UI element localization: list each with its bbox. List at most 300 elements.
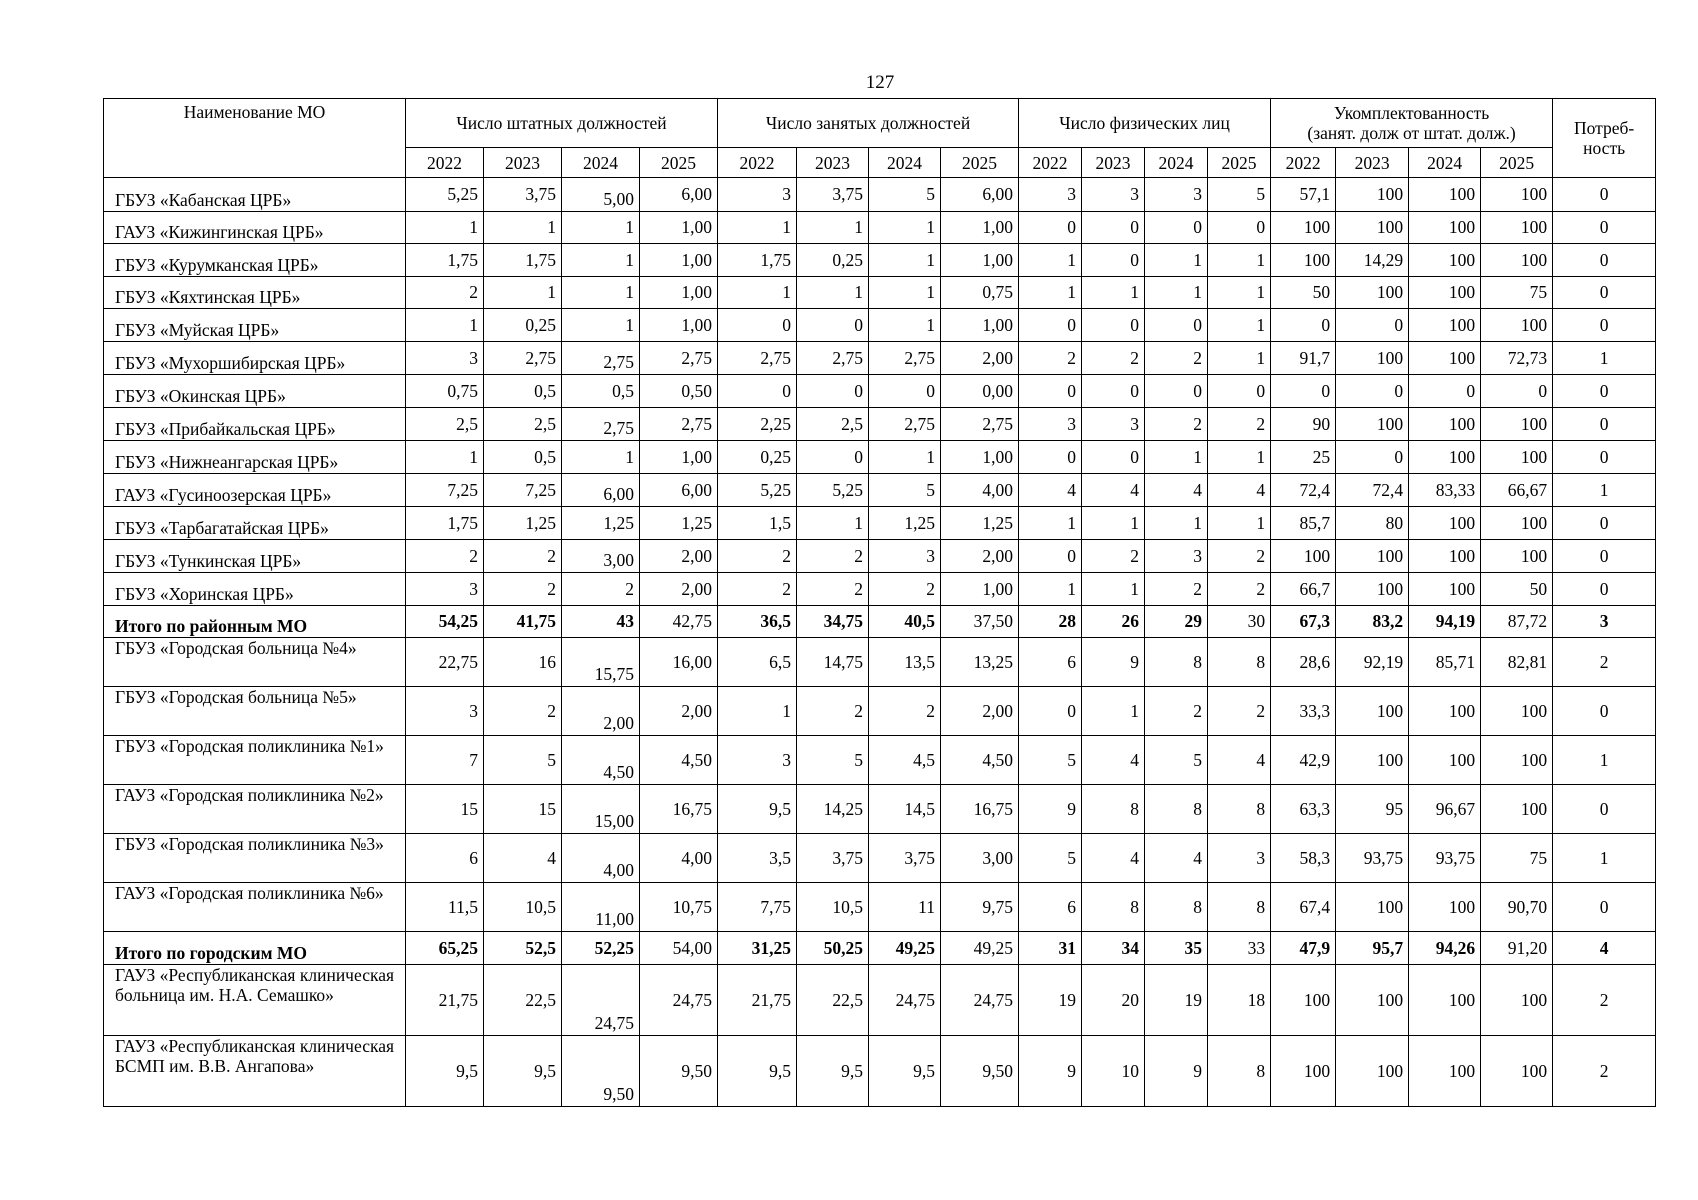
value-cell: 90,70 (1481, 883, 1553, 932)
value-cell: 1 (484, 211, 562, 244)
value-cell: 8 (1208, 1035, 1271, 1106)
value-cell: 14,25 (797, 785, 869, 834)
value-cell: 50 (1271, 276, 1336, 309)
value-cell: 1 (1145, 276, 1208, 309)
value-cell: 58,3 (1271, 834, 1336, 883)
value-cell: 75 (1481, 834, 1553, 883)
name-column-header: Наименование МО (104, 99, 406, 178)
value-cell: 82,81 (1481, 638, 1553, 687)
table-total-row (104, 605, 1656, 638)
value-cell: 93,75 (1409, 834, 1481, 883)
value-cell: 2,75 (869, 341, 941, 375)
value-cell: 2,25 (718, 407, 797, 441)
value-cell: 8 (1208, 785, 1271, 834)
value-cell: 1 (562, 441, 640, 474)
need-cell: 0 (1553, 375, 1656, 408)
value-cell: 1 (869, 441, 941, 474)
value-cell: 16,75 (640, 785, 718, 834)
value-cell: 2,5 (484, 407, 562, 441)
value-cell: 2 (797, 539, 869, 573)
value-cell: 66,7 (1271, 573, 1336, 606)
value-cell: 100 (1409, 211, 1481, 244)
need-cell: 1 (1553, 341, 1656, 375)
value-cell: 49,25 (869, 932, 941, 965)
need-cell: 0 (1553, 539, 1656, 573)
year-header: 2024 (1409, 148, 1481, 178)
value-cell: 2 (797, 687, 869, 736)
value-cell: 0 (1145, 211, 1208, 244)
value-cell: 15,00 (562, 785, 640, 834)
value-cell: 4 (1208, 736, 1271, 785)
value-cell: 75 (1481, 276, 1553, 309)
value-cell: 1,75 (406, 244, 484, 277)
value-cell: 31,25 (718, 932, 797, 965)
value-cell: 4 (1082, 473, 1145, 507)
value-cell: 50,25 (797, 932, 869, 965)
organization-name: ГБУЗ «Курумканская ЦРБ» (104, 244, 406, 277)
value-cell: 2 (869, 573, 941, 606)
value-cell: 0 (1019, 441, 1082, 474)
value-cell: 0 (1019, 687, 1082, 736)
value-cell: 7,25 (484, 473, 562, 507)
value-cell: 21,75 (406, 964, 484, 1035)
value-cell: 3 (406, 341, 484, 375)
value-cell: 41,75 (484, 605, 562, 638)
value-cell: 100 (1409, 883, 1481, 932)
value-cell: 1,00 (941, 211, 1019, 244)
value-cell: 1 (1208, 244, 1271, 277)
value-cell: 72,4 (1271, 473, 1336, 507)
value-cell: 11,5 (406, 883, 484, 932)
value-cell: 2,75 (718, 341, 797, 375)
value-cell: 66,67 (1481, 473, 1553, 507)
value-cell: 8 (1208, 638, 1271, 687)
value-cell: 19 (1019, 964, 1082, 1035)
value-cell: 3 (1145, 539, 1208, 573)
value-cell: 67,3 (1271, 605, 1336, 638)
value-cell: 2 (1019, 341, 1082, 375)
value-cell: 10,75 (640, 883, 718, 932)
value-cell: 93,75 (1336, 834, 1409, 883)
value-cell: 3 (406, 573, 484, 606)
value-cell: 9 (1145, 1035, 1208, 1106)
value-cell: 9,50 (941, 1035, 1019, 1106)
organization-name: ГАУЗ «Кижингинская ЦРБ» (104, 211, 406, 244)
year-header: 2024 (869, 148, 941, 178)
value-cell: 1 (1019, 276, 1082, 309)
value-cell: 100 (1481, 309, 1553, 342)
value-cell: 2,00 (941, 687, 1019, 736)
value-cell: 0,5 (484, 441, 562, 474)
organization-name: ГБУЗ «Городская больница №5» (104, 687, 406, 736)
value-cell: 5,25 (406, 178, 484, 212)
value-cell: 4 (1208, 473, 1271, 507)
need-cell: 4 (1553, 932, 1656, 965)
value-cell: 47,9 (1271, 932, 1336, 965)
value-cell: 1 (1145, 507, 1208, 540)
value-cell: 1,75 (718, 244, 797, 277)
value-cell: 2,00 (941, 341, 1019, 375)
value-cell: 100 (1481, 507, 1553, 540)
value-cell: 100 (1336, 736, 1409, 785)
need-cell: 1 (1553, 473, 1656, 507)
need-cell: 0 (1553, 441, 1656, 474)
value-cell: 0 (1019, 539, 1082, 573)
value-cell: 4,00 (941, 473, 1019, 507)
page-number: 127 (865, 72, 895, 93)
value-cell: 19 (1145, 964, 1208, 1035)
value-cell: 14,75 (797, 638, 869, 687)
value-cell: 72,4 (1336, 473, 1409, 507)
value-cell: 1 (406, 309, 484, 342)
value-cell: 9 (1019, 785, 1082, 834)
value-cell: 100 (1409, 573, 1481, 606)
value-cell: 0,50 (640, 375, 718, 408)
value-cell: 1 (869, 211, 941, 244)
value-cell: 2 (1082, 341, 1145, 375)
table-row (104, 441, 1656, 474)
value-cell: 100 (1481, 211, 1553, 244)
value-cell: 5 (1019, 736, 1082, 785)
value-cell: 0,75 (941, 276, 1019, 309)
value-cell: 94,19 (1409, 605, 1481, 638)
value-cell: 4 (1082, 736, 1145, 785)
organization-name: ГБУЗ «Кяхтинская ЦРБ» (104, 276, 406, 309)
value-cell: 2,75 (562, 407, 640, 441)
year-header: 2024 (562, 148, 640, 178)
value-cell: 8 (1208, 883, 1271, 932)
individuals-header: Число физических лиц (1019, 99, 1271, 148)
value-cell: 100 (1409, 309, 1481, 342)
value-cell: 2,75 (797, 341, 869, 375)
value-cell: 0 (1082, 309, 1145, 342)
value-cell: 2 (484, 573, 562, 606)
organization-name: ГБУЗ «Городская поликлиника №3» (104, 834, 406, 883)
value-cell: 3 (718, 736, 797, 785)
value-cell: 22,5 (797, 964, 869, 1035)
value-cell: 2 (1082, 539, 1145, 573)
value-cell: 5,25 (797, 473, 869, 507)
value-cell: 0 (1336, 309, 1409, 342)
value-cell: 2 (484, 539, 562, 573)
organization-name: ГАУЗ «Республиканская клиническая БСМП им. В.В. Ангапова» (104, 1035, 406, 1106)
need-cell: 0 (1553, 211, 1656, 244)
value-cell: 1 (484, 276, 562, 309)
value-cell: 1 (1208, 441, 1271, 474)
value-cell: 0 (797, 309, 869, 342)
need-cell: 2 (1553, 1035, 1656, 1106)
table-row (104, 638, 1656, 687)
year-header: 2025 (640, 148, 718, 178)
table-row (104, 1035, 1656, 1106)
value-cell: 3,5 (718, 834, 797, 883)
value-cell: 1 (1208, 276, 1271, 309)
value-cell: 80 (1336, 507, 1409, 540)
value-cell: 42,9 (1271, 736, 1336, 785)
value-cell: 15 (484, 785, 562, 834)
value-cell: 100 (1271, 964, 1336, 1035)
value-cell: 100 (1336, 211, 1409, 244)
table-body (104, 178, 1656, 1107)
value-cell: 3 (1019, 407, 1082, 441)
value-cell: 3 (1082, 178, 1145, 212)
value-cell: 1 (1082, 687, 1145, 736)
organization-name: ГАУЗ «Городская поликлиника №6» (104, 883, 406, 932)
value-cell: 2,75 (484, 341, 562, 375)
value-cell: 3,00 (941, 834, 1019, 883)
value-cell: 21,75 (718, 964, 797, 1035)
value-cell: 2,5 (406, 407, 484, 441)
value-cell: 65,25 (406, 932, 484, 965)
staffing-level-header: Укомплектованность (занят. долж от штат. долж.) (1271, 99, 1553, 148)
value-cell: 8 (1082, 883, 1145, 932)
value-cell: 9 (1082, 638, 1145, 687)
value-cell: 2,00 (562, 687, 640, 736)
table-row (104, 785, 1656, 834)
table-row (104, 178, 1656, 212)
header-group-row (104, 99, 1656, 148)
value-cell: 0,25 (718, 441, 797, 474)
value-cell: 1 (1082, 276, 1145, 309)
year-header: 2022 (1019, 148, 1082, 178)
value-cell: 0 (1082, 441, 1145, 474)
value-cell: 91,20 (1481, 932, 1553, 965)
organization-name: ГБУЗ «Муйская ЦРБ» (104, 309, 406, 342)
value-cell: 100 (1336, 1035, 1409, 1106)
value-cell: 0 (1145, 309, 1208, 342)
value-cell: 2 (406, 276, 484, 309)
value-cell: 100 (1481, 407, 1553, 441)
value-cell: 83,33 (1409, 473, 1481, 507)
value-cell: 4,50 (941, 736, 1019, 785)
value-cell: 1 (797, 507, 869, 540)
value-cell: 28 (1019, 605, 1082, 638)
value-cell: 100 (1409, 539, 1481, 573)
value-cell: 67,4 (1271, 883, 1336, 932)
value-cell: 2,5 (797, 407, 869, 441)
value-cell: 92,19 (1336, 638, 1409, 687)
value-cell: 2 (1145, 407, 1208, 441)
value-cell: 10,5 (797, 883, 869, 932)
value-cell: 5 (1019, 834, 1082, 883)
value-cell: 63,3 (1271, 785, 1336, 834)
value-cell: 100 (1481, 244, 1553, 277)
value-cell: 100 (1409, 178, 1481, 212)
value-cell: 13,5 (869, 638, 941, 687)
value-cell: 4,5 (869, 736, 941, 785)
value-cell: 1,25 (562, 507, 640, 540)
value-cell: 0 (797, 375, 869, 408)
value-cell: 10,5 (484, 883, 562, 932)
value-cell: 4 (484, 834, 562, 883)
value-cell: 3 (1208, 834, 1271, 883)
value-cell: 6,00 (562, 473, 640, 507)
value-cell: 34,75 (797, 605, 869, 638)
table-row (104, 883, 1656, 932)
organization-name: ГБУЗ «Городская больница №4» (104, 638, 406, 687)
value-cell: 100 (1481, 736, 1553, 785)
value-cell: 1 (1208, 341, 1271, 375)
value-cell: 3,75 (869, 834, 941, 883)
value-cell: 0 (1082, 244, 1145, 277)
value-cell: 8 (1145, 638, 1208, 687)
value-cell: 100 (1481, 539, 1553, 573)
value-cell: 43 (562, 605, 640, 638)
value-cell: 100 (1409, 964, 1481, 1035)
value-cell: 54,00 (640, 932, 718, 965)
organization-name: ГАУЗ «Гусиноозерская ЦРБ» (104, 473, 406, 507)
year-header: 2022 (1271, 148, 1336, 178)
value-cell: 83,2 (1336, 605, 1409, 638)
value-cell: 5 (797, 736, 869, 785)
value-cell: 1 (1019, 573, 1082, 606)
value-cell: 100 (1409, 736, 1481, 785)
value-cell: 0 (718, 375, 797, 408)
need-cell: 1 (1553, 736, 1656, 785)
value-cell: 0 (1271, 309, 1336, 342)
value-cell: 0 (1145, 375, 1208, 408)
value-cell: 0 (1082, 375, 1145, 408)
value-cell: 4 (1019, 473, 1082, 507)
value-cell: 24,75 (562, 964, 640, 1035)
value-cell: 16,00 (640, 638, 718, 687)
table-row (104, 309, 1656, 342)
value-cell: 90 (1271, 407, 1336, 441)
value-cell: 0,25 (797, 244, 869, 277)
value-cell: 8 (1145, 883, 1208, 932)
value-cell: 100 (1336, 687, 1409, 736)
value-cell: 22,75 (406, 638, 484, 687)
value-cell: 100 (1409, 276, 1481, 309)
staffing-table (103, 98, 1656, 1107)
value-cell: 2,00 (640, 687, 718, 736)
value-cell: 5 (484, 736, 562, 785)
value-cell: 6,00 (640, 473, 718, 507)
value-cell: 4,00 (562, 834, 640, 883)
value-cell: 54,25 (406, 605, 484, 638)
value-cell: 1,25 (484, 507, 562, 540)
value-cell: 13,25 (941, 638, 1019, 687)
value-cell: 1,75 (406, 507, 484, 540)
value-cell: 1,00 (941, 309, 1019, 342)
value-cell: 16,75 (941, 785, 1019, 834)
value-cell: 40,5 (869, 605, 941, 638)
value-cell: 0,5 (562, 375, 640, 408)
table-row (104, 539, 1656, 573)
value-cell: 100 (1271, 539, 1336, 573)
value-cell: 100 (1336, 883, 1409, 932)
value-cell: 4,50 (640, 736, 718, 785)
value-cell: 9,50 (640, 1035, 718, 1106)
value-cell: 3 (718, 178, 797, 212)
table-row (104, 573, 1656, 606)
year-header: 2025 (1208, 148, 1271, 178)
value-cell: 1 (869, 244, 941, 277)
value-cell: 20 (1082, 964, 1145, 1035)
value-cell: 1 (562, 211, 640, 244)
value-cell: 9,50 (562, 1035, 640, 1106)
value-cell: 3 (1082, 407, 1145, 441)
table-row (104, 834, 1656, 883)
value-cell: 1,25 (941, 507, 1019, 540)
value-cell: 2,75 (640, 407, 718, 441)
value-cell: 2 (1208, 573, 1271, 606)
value-cell: 100 (1336, 178, 1409, 212)
value-cell: 2 (718, 539, 797, 573)
year-header: 2022 (718, 148, 797, 178)
value-cell: 2 (406, 539, 484, 573)
need-cell: 3 (1553, 605, 1656, 638)
value-cell: 0 (718, 309, 797, 342)
need-cell: 2 (1553, 964, 1656, 1035)
table-row (104, 276, 1656, 309)
value-cell: 5 (869, 473, 941, 507)
value-cell: 24,75 (869, 964, 941, 1035)
value-cell: 100 (1336, 341, 1409, 375)
value-cell: 94,26 (1409, 932, 1481, 965)
value-cell: 1,00 (941, 573, 1019, 606)
value-cell: 5,00 (562, 178, 640, 212)
year-header: 2023 (1336, 148, 1409, 178)
value-cell: 100 (1409, 687, 1481, 736)
value-cell: 100 (1481, 1035, 1553, 1106)
value-cell: 0 (1208, 375, 1271, 408)
value-cell: 1,00 (941, 441, 1019, 474)
value-cell: 33,3 (1271, 687, 1336, 736)
value-cell: 7 (406, 736, 484, 785)
value-cell: 0 (797, 441, 869, 474)
value-cell: 11 (869, 883, 941, 932)
table-row (104, 341, 1656, 375)
need-cell: 0 (1553, 573, 1656, 606)
value-cell: 24,75 (941, 964, 1019, 1035)
value-cell: 2,75 (869, 407, 941, 441)
table-row (104, 507, 1656, 540)
value-cell: 1 (869, 276, 941, 309)
value-cell: 2 (1145, 687, 1208, 736)
year-header: 2025 (941, 148, 1019, 178)
value-cell: 9,5 (406, 1035, 484, 1106)
value-cell: 95 (1336, 785, 1409, 834)
organization-name: ГАУЗ «Городская поликлиника №2» (104, 785, 406, 834)
value-cell: 1 (718, 276, 797, 309)
value-cell: 1 (718, 211, 797, 244)
organization-name: ГБУЗ «Мухоршибирская ЦРБ» (104, 341, 406, 375)
value-cell: 3,75 (797, 834, 869, 883)
value-cell: 2 (1208, 407, 1271, 441)
organization-name: ГБУЗ «Окинская ЦРБ» (104, 375, 406, 408)
table-row (104, 211, 1656, 244)
need-cell: 0 (1553, 407, 1656, 441)
value-cell: 1 (797, 211, 869, 244)
value-cell: 6,00 (640, 178, 718, 212)
value-cell: 1 (562, 309, 640, 342)
value-cell: 95,7 (1336, 932, 1409, 965)
need-header: Потреб- ность (1553, 99, 1656, 178)
need-cell: 0 (1553, 309, 1656, 342)
value-cell: 5,25 (718, 473, 797, 507)
table-row (104, 736, 1656, 785)
value-cell: 85,7 (1271, 507, 1336, 540)
value-cell: 6,5 (718, 638, 797, 687)
year-header: 2023 (484, 148, 562, 178)
value-cell: 0 (1481, 375, 1553, 408)
value-cell: 87,72 (1481, 605, 1553, 638)
organization-name: ГБУЗ «Прибайкальская ЦРБ» (104, 407, 406, 441)
value-cell: 100 (1409, 441, 1481, 474)
year-header: 2024 (1145, 148, 1208, 178)
value-cell: 100 (1271, 1035, 1336, 1106)
